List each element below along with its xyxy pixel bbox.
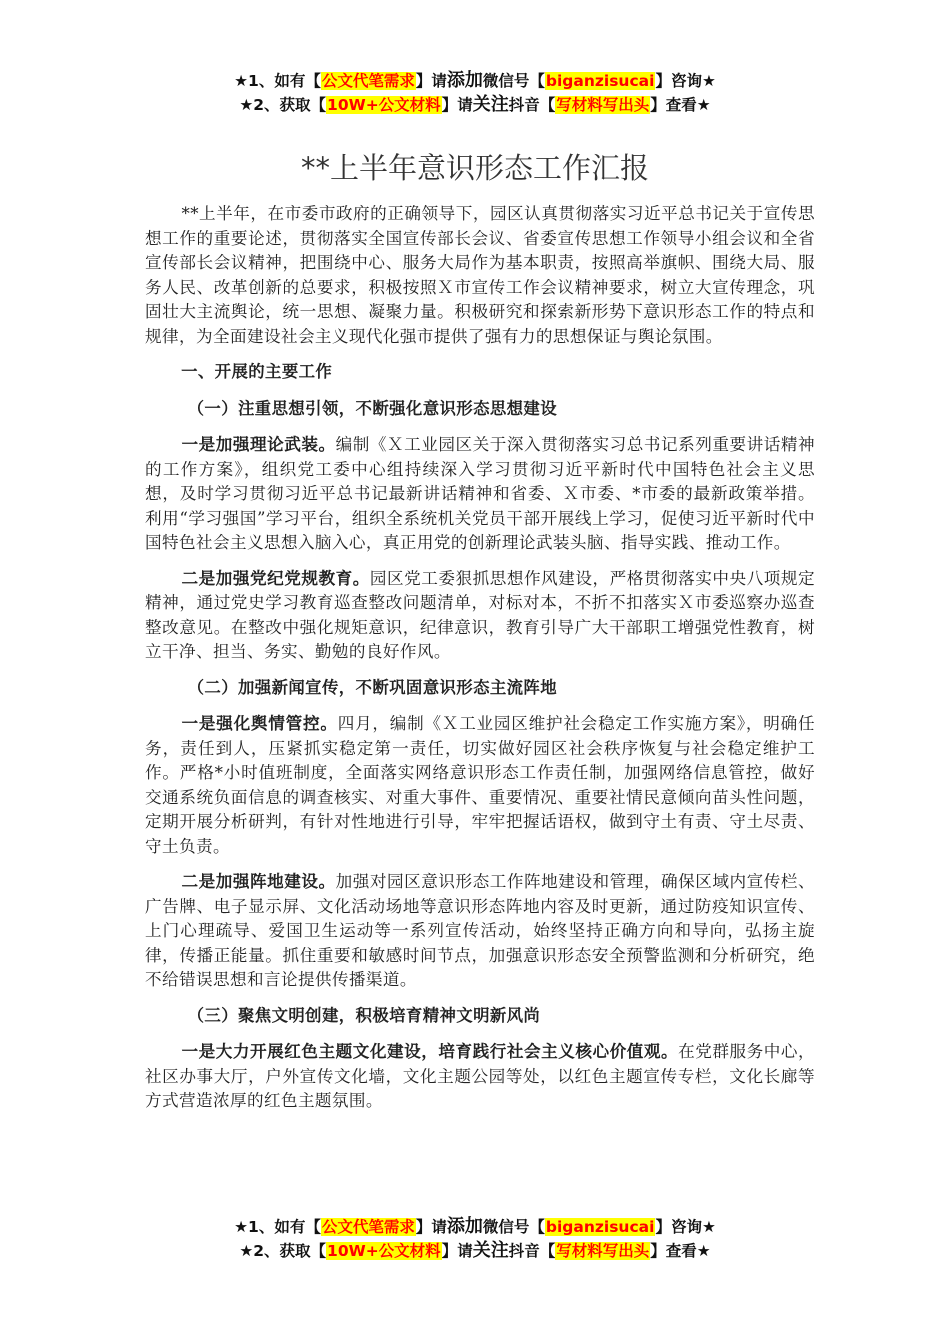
paragraph-text: 编制《Ｘ工业园区关于深入贯彻落实习总书记系列重要讲话精神的工作方案》，组织党工委中心组持续深入学习贯彻习近平新时代中国特色社会主义思想，及时学习贯彻习近平总书记最新讲话精神和省委、Ｘ市委、*市委的最新政策举措。利用“学习强国”学习平台，组织全系统机关党员干部开展线上学习，促使习近平新时代中国特色社会主义思想入脑入心，真正用党的创新理论武装头脑、指导实践、推动工作。 bbox=[145, 435, 815, 552]
top-ad-banner bbox=[0, 69, 950, 117]
document-body bbox=[145, 202, 815, 1125]
banner-text: 】咨询★ bbox=[655, 72, 716, 90]
paragraph-text: 园区党工委狠抓思想作风建设，严格贯彻落实中央八项规定精神，通过党史学习教育巡查整改问题清单，对标对本，不折不扣落实Ｘ市委巡察办巡查整改意见。在整改中强化规矩意识，纪律意识，教育引导广大干部职工增强党性教育，树立干净、担当、务实、勤勉的良好作风。 bbox=[145, 568, 815, 661]
banner-text: 】查看★ bbox=[650, 96, 711, 114]
bottom-ad-banner bbox=[0, 1215, 950, 1263]
paragraph-text: 加强对园区意识形态工作阵地建设和管理，确保区域内宣传栏、广告牌、电子显示屏、文化活动场地等意识形态阵地内容及时更新，通过防疫知识宣传、上门心理疏导、爱国卫生运动等一系列宣传活动，始终坚持正确方向和导向，弘扬主旋律，传播正能量。抓住重要和敏感时间节点，加强意识形态安全预警监测和分析研究，绝不给错误思想和言论提供传播渠道。 bbox=[145, 872, 815, 989]
banner-line-1 bbox=[0, 69, 950, 93]
banner-text: ★2、获取【 bbox=[239, 96, 327, 114]
banner-emphasis: 添加 bbox=[446, 70, 483, 91]
banner-line-2 bbox=[0, 1239, 950, 1263]
banner-emphasis: 关注 bbox=[472, 94, 509, 115]
banner-line-2 bbox=[0, 93, 950, 117]
banner-text: 】请 bbox=[415, 1218, 447, 1236]
banner-text: ★1、如有【 bbox=[234, 72, 321, 90]
paragraph-red-culture bbox=[145, 1040, 815, 1114]
paragraph-lead: 一是强化舆情管控。 bbox=[181, 714, 338, 733]
paragraph-text: 在党群服务中心，社区办事大厅，户外宣传文化墙，文化主题公园等处，以红色主题宣传专栏，文化长廊等方式营造浓厚的红色主题氛围。 bbox=[145, 1042, 815, 1110]
banner-text: 抖音【 bbox=[508, 96, 556, 114]
paragraph-discipline bbox=[145, 567, 815, 665]
paragraph-theory bbox=[145, 433, 815, 556]
banner-text: 】查看★ bbox=[650, 1242, 711, 1260]
section-heading-1: 一、开展的主要工作 bbox=[181, 362, 333, 381]
banner-douyin-id: 写材料写出头 bbox=[556, 1242, 650, 1260]
banner-wechat-id: biganzisucai bbox=[545, 72, 655, 90]
banner-highlight: 公文代笔需求 bbox=[321, 72, 415, 90]
subsection-heading-3: （三）聚焦文明创建，积极培育精神文明新风尚 bbox=[187, 1005, 541, 1025]
banner-highlight: 公文代笔需求 bbox=[321, 1218, 415, 1236]
paragraph-lead: 二是加强阵地建设。 bbox=[181, 872, 336, 891]
banner-line-1 bbox=[0, 1215, 950, 1239]
banner-text: 】请 bbox=[441, 96, 473, 114]
banner-emphasis: 添加 bbox=[446, 1216, 483, 1237]
banner-text: 微信号【 bbox=[482, 1218, 545, 1236]
document-title: **上半年意识形态工作汇报 bbox=[300, 151, 649, 185]
banner-text: 微信号【 bbox=[482, 72, 545, 90]
banner-emphasis: 关注 bbox=[472, 1240, 509, 1261]
banner-text: 】请 bbox=[441, 1242, 473, 1260]
banner-wechat-id: biganzisucai bbox=[545, 1218, 655, 1236]
banner-highlight: 10W+公文材料 bbox=[327, 96, 441, 114]
intro-paragraph: **上半年，在市委市政府的正确领导下，园区认真贯彻落实习近平总书记关于宣传思想工作的重要论述，贯彻落实全国宣传部长会议、省委宣传思想工作领导小组会议和全省宣传部长会议精神，把围绕中心、服务大局作为基本职责，按照高举旗帜、围绕大局、服务人民、改革创新的总要求，积极按照Ｘ市宣传工作会议精神要求，树立大宣传理念，巩固壮大主流舆论，统一思想、凝聚力量。积极研究和探索新形势下意识形态工作的特点和规律，为全面建设社会主义现代化强市提供了强有力的思想保证与舆论氛围。 bbox=[145, 204, 815, 346]
banner-text: ★2、获取【 bbox=[239, 1242, 327, 1260]
subsection-heading-2: （二）加强新闻宣传，不断巩固意识形态主流阵地 bbox=[187, 677, 558, 697]
paragraph-lead: 二是加强党纪党规教育。 bbox=[181, 568, 370, 588]
paragraph-positions bbox=[145, 870, 815, 993]
banner-text: 】请 bbox=[415, 72, 447, 90]
banner-douyin-id: 写材料写出头 bbox=[556, 96, 650, 114]
banner-text: 抖音【 bbox=[508, 1242, 556, 1260]
banner-text: 】咨询★ bbox=[655, 1218, 716, 1236]
banner-text: ★1、如有【 bbox=[234, 1218, 321, 1236]
banner-highlight: 10W+公文材料 bbox=[327, 1242, 441, 1260]
paragraph-text: 四月，编制《Ｘ工业园区维护社会稳定工作实施方案》，明确任务，责任到人，压紧抓实稳定第一责任，切实做好园区社会秩序恢复与社会稳定维护工作。严格*小时值班制度，全面落实网络意识形态工作责任制，加强网络信息管控，做好交通系统负面信息的调查核实、对重大事件、重要情况、重要社情民意倾向苗头性问题，定期开展分析研判，有针对性地进行引导，牢牢把握话语权，做到守土有责、守土尽责、守土负责。 bbox=[145, 714, 815, 856]
paragraph-lead: 一是加强理论武装。 bbox=[181, 435, 336, 454]
paragraph-public-opinion bbox=[145, 712, 815, 859]
subsection-heading-1: （一）注重思想引领，不断强化意识形态思想建设 bbox=[187, 398, 558, 418]
paragraph-lead: 一是大力开展红色主题文化建设，培育践行社会主义核心价值观。 bbox=[181, 1042, 679, 1061]
